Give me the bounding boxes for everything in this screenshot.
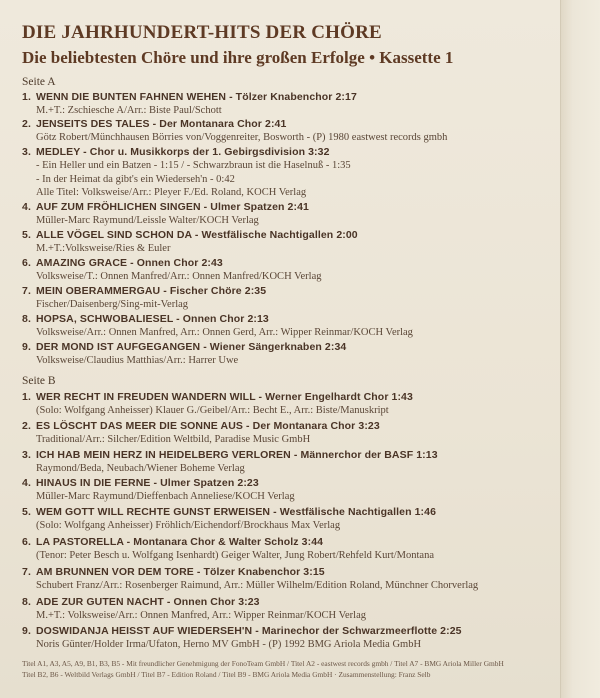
track-title: ICH HAB MEIN HERZ IN HEIDELBERG VERLOREN - Männerchor der BASF 1:13 <box>36 449 438 461</box>
track-credits: M.+T.:Volksweise/Ries & Euler <box>36 243 171 255</box>
track-credits: (Tenor: Peter Besch u. Wolfgang Isenhardt) Geiger Walter, Jung Robert/Rehfeld Kurt/Montana <box>36 550 434 562</box>
footer-line: Titel A1, A3, A5, A9, B1, B3, B5 - Mit freundlicher Genehmigung der FonoTeam GmbH / Titel A2 - eastwest records gmbh / Titel A7 - BMG Ariola Miller GmbH <box>22 659 504 668</box>
track-title: WEM GOTT WILL RECHTE GUNST ERWEISEN - Westfälische Nachtigallen 1:46 <box>36 506 437 518</box>
track-credits: (Solo: Wolfgang Anheisser) Fröhlich/Eichendorf/Brockhaus Max Verlag <box>36 520 341 532</box>
track-number: 9. <box>22 625 31 637</box>
track-credits: Volksweise/Claudius Matthias/Arr.: Harrer Uwe <box>36 355 239 367</box>
track-title: DER MOND IST AUFGEGANGEN - Wiener Sängerknaben 2:34 <box>36 341 347 353</box>
track-a8 <box>22 313 557 340</box>
page-title: DIE JAHRHUNDERT-HITS DER CHÖRE <box>22 22 382 43</box>
track-number: 6. <box>22 536 31 548</box>
track-credits: Schubert Franz/Arr.: Rosenberger Raimund, Arr.: Müller Wilhelm/Edition Roland, Münchner Chorverlag <box>36 580 479 592</box>
track-number: 4. <box>22 477 31 489</box>
track-title: MEDLEY - Chor u. Musikkorps der 1. Gebirgsdivision 3:32 <box>36 146 330 158</box>
track-number: 3. <box>22 449 31 461</box>
track-number: 3. <box>22 146 31 158</box>
footer-line: Titel B2, B6 - Weltbild Verlags GmbH / Titel B7 - Edition Roland / Titel B9 - BMG Ariola Media GmbH · Zusammenstellung: Franz Selb <box>22 670 431 679</box>
track-number: 8. <box>22 596 31 608</box>
track-b5 <box>22 506 557 533</box>
side-a-label: Seite A <box>22 76 56 88</box>
track-credits: (Solo: Wolfgang Anheisser) Klauer G./Geibel/Arr.: Becht E., Arr.: Biste/Manuskript <box>36 405 389 417</box>
track-title: ALLE VÖGEL SIND SCHON DA - Westfälische Nachtigallen 2:00 <box>36 229 358 241</box>
track-title: HOPSA, SCHWOBALIESEL - Onnen Chor 2:13 <box>36 313 269 325</box>
track-title: WER RECHT IN FREUDEN WANDERN WILL - Werner Engelhardt Chor 1:43 <box>36 391 413 403</box>
track-b7 <box>22 566 557 593</box>
track-number: 5. <box>22 229 31 241</box>
track-title: ADE ZUR GUTEN NACHT - Onnen Chor 3:23 <box>36 596 260 608</box>
track-title: AM BRUNNEN VOR DEM TORE - Tölzer Knabenchor 3:15 <box>36 566 325 578</box>
track-number: 5. <box>22 506 31 518</box>
track-number: 2. <box>22 118 31 130</box>
track-title: ES LÖSCHT DAS MEER DIE SONNE AUS - Der Montanara Chor 3:23 <box>36 420 380 432</box>
track-b9 <box>22 625 557 652</box>
track-a5 <box>22 229 557 256</box>
track-credits: Müller-Marc Raymund/Leissle Walter/KOCH Verlag <box>36 215 259 227</box>
track-a1 <box>22 91 557 118</box>
track-title: WENN DIE BUNTEN FAHNEN WEHEN - Tölzer Knabenchor 2:17 <box>36 91 357 103</box>
track-a3 <box>22 146 557 200</box>
inlay-fold-strip <box>560 0 600 698</box>
track-a2 <box>22 118 557 145</box>
track-credits: Traditional/Arr.: Silcher/Edition Weltbild, Paradise Music GmbH <box>36 434 311 446</box>
track-a4 <box>22 201 557 228</box>
track-b4 <box>22 477 557 504</box>
track-title: AMAZING GRACE - Onnen Chor 2:43 <box>36 257 223 269</box>
track-number: 8. <box>22 313 31 325</box>
track-number: 1. <box>22 91 31 103</box>
copyright-footer <box>22 658 552 680</box>
track-b1 <box>22 391 557 418</box>
track-credits: Müller-Marc Raymund/Dieffenbach Anneliese/KOCH Verlag <box>36 491 295 503</box>
track-credits: M.+T.: Zschiesche A/Arr.: Biste Paul/Schott <box>36 105 222 117</box>
track-credits: Fischer/Daisenberg/Sing-mit-Verlag <box>36 299 189 311</box>
track-number: 7. <box>22 566 31 578</box>
track-a9 <box>22 341 557 368</box>
track-title: JENSEITS DES TALES - Der Montanara Chor 2:41 <box>36 118 287 130</box>
track-number: 4. <box>22 201 31 213</box>
page-subtitle: Die beliebtesten Chöre und ihre großen Erfolge • Kassette 1 <box>22 48 454 67</box>
track-number: 7. <box>22 285 31 297</box>
track-number: 6. <box>22 257 31 269</box>
track-b8 <box>22 596 557 623</box>
track-title: HINAUS IN DIE FERNE - Ulmer Spatzen 2:23 <box>36 477 259 489</box>
track-credits: Volksweise/T.: Onnen Manfred/Arr.: Onnen Manfred/KOCH Verlag <box>36 271 322 283</box>
track-title: MEIN OBERAMMERGAU - Fischer Chöre 2:35 <box>36 285 267 297</box>
track-credits: Götz Robert/Münchhausen Börries von/Voggenreiter, Bosworth - (P) 1980 eastwest records gmbh <box>36 132 448 144</box>
track-credits: - Ein Heller und ein Batzen - 1:15 / - Schwarzbraun ist die Haselnuß - 1:35 <box>36 160 351 172</box>
track-credits: Noris Günter/Holder Irma/Ufaton, Herno MV GmbH - (P) 1992 BMG Ariola Media GmbH <box>36 639 422 651</box>
track-credits: Alle Titel: Volksweise/Arr.: Pleyer F./Ed. Roland, KOCH Verlag <box>36 187 307 199</box>
track-title: DOSWIDANJA HEISST AUF WIEDERSEH'N - Marinechor der Schwarzmeerflotte 2:25 <box>36 625 462 637</box>
track-b2 <box>22 420 557 447</box>
track-credits: Volksweise/Arr.: Onnen Manfred, Arr.: Onnen Gerd, Arr.: Wipper Reinmar/KOCH Verlag <box>36 327 413 339</box>
track-number: 1. <box>22 391 31 403</box>
track-title: AUF ZUM FRÖHLICHEN SINGEN - Ulmer Spatzen 2:41 <box>36 201 309 213</box>
track-b6 <box>22 536 557 563</box>
track-a7 <box>22 285 557 312</box>
track-number: 2. <box>22 420 31 432</box>
track-credits: Raymond/Beda, Neubach/Wiener Boheme Verlag <box>36 463 245 475</box>
track-credits: M.+T.: Volksweise/Arr.: Onnen Manfred, Arr.: Wipper Reinmar/KOCH Verlag <box>36 610 366 622</box>
track-credits: - In der Heimat da gibt's ein Wiederseh'n - 0:42 <box>36 173 235 185</box>
track-b3 <box>22 449 557 476</box>
track-a6 <box>22 257 557 284</box>
track-number: 9. <box>22 341 31 353</box>
track-title: LA PASTORELLA - Montanara Chor & Walter Scholz 3:44 <box>36 536 324 548</box>
side-b-label: Seite B <box>22 375 56 387</box>
